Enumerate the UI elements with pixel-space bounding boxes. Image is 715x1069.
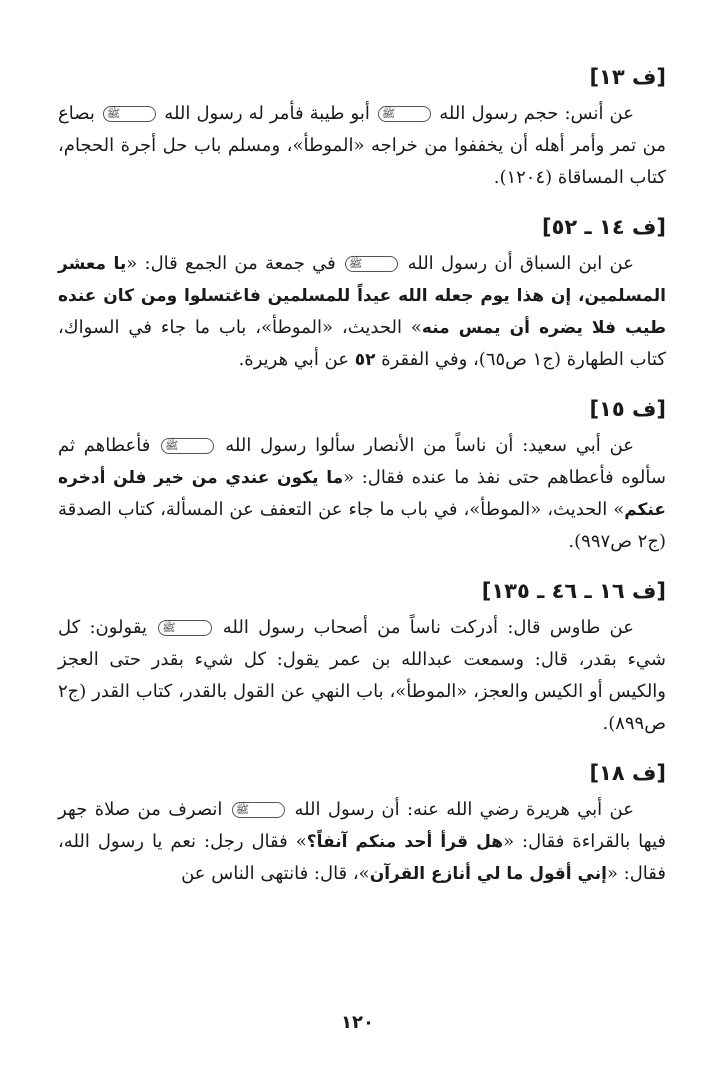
hadith-quote: يا معشر المسلمين، إن هذا يوم جعله الله عيداً للمسلمين فاغتسلوا ومن كان عنده طيب فلا يضره أن يمس منه [58, 254, 666, 338]
hadith-quote: إني أقول ما لي أنازع القرآن [369, 864, 607, 884]
text-run: عن طاوس قال: أدركت ناساً من أصحاب رسول الله [213, 617, 634, 638]
section-heading: [ف ١٨] [589, 761, 666, 785]
text-run: » الحديث، «الموطأ»، في باب ما جاء عن التعفف عن المسألة، كتاب الصدقة (ج٢ ص٩٩٧). [58, 499, 666, 552]
section-paragraph [58, 248, 666, 376]
text-run: »، قال: فانتهى الناس عن [181, 863, 370, 884]
text-run: عن أبي سعيد: أن ناساً من الأنصار سألوا رسول الله [216, 435, 635, 456]
text-run: عن أبي هريرة. [238, 349, 355, 370]
hadith-quote: هل قرأ أحد منكم آنفاً؟ [306, 832, 504, 852]
text-run: فأعطاهم ثم سألوه فأعطاهم حتى نفذ ما عنده فقال: « [58, 435, 666, 488]
pbuh-glyph-icon: ﷺ [378, 106, 431, 122]
section-heading: [ف ١٥] [589, 397, 666, 421]
pbuh-glyph-icon: ﷺ [232, 802, 285, 818]
pbuh-glyph-icon: ﷺ [158, 620, 211, 636]
section [58, 58, 666, 194]
hadith-quote: ما يكون عندي من خير فلن أدخره عنكم [58, 468, 666, 520]
section [58, 390, 666, 558]
text-run: يقولون: كل شيء بقدر، قال: وسمعت عبدالله بن عمر يقول: كل شيء بقدر حتى العجز والكيس أو الكيس والعجز، «الموطأ»، باب النهي عن القول بالقدر، كتاب القدر (ج٢ ص٨٩٩). [58, 617, 666, 734]
section-paragraph [58, 430, 666, 558]
text-run: في جمعة من الجمع قال: « [126, 253, 344, 274]
section [58, 754, 666, 890]
section [58, 208, 666, 376]
section-heading: [ف ١٤ ـ ٥٢] [541, 215, 666, 239]
text-run: » الحديث، «الموطأ»، باب ما جاء في السواك، كتاب الطهارة (ج١ ص٦٥)، وفي الفقرة [58, 317, 666, 370]
text-run: أبو طيبة فأمر له رسول الله [158, 103, 376, 124]
text-run: عن ابن السباق أن رسول الله [400, 253, 634, 274]
page-body [58, 58, 666, 904]
text-run: عن أنس: حجم رسول الله [433, 103, 634, 124]
text-run: بصاع من تمر وأمر أهله أن يخففوا من خراجه «الموطأ»، ومسلم باب حل أجرة الحجام، كتاب المساقاة (١٢٠٤). [58, 103, 666, 188]
section-paragraph [58, 794, 666, 890]
pbuh-glyph-icon: ﷺ [103, 106, 156, 122]
section-heading: [ف ١٦ ـ ٤٦ ـ ١٣٥] [481, 579, 666, 603]
pbuh-glyph-icon: ﷺ [345, 256, 398, 272]
section-paragraph [58, 98, 666, 194]
page-number: ١٢٠ [341, 1012, 374, 1033]
hadith-quote: ٥٢ [354, 350, 376, 370]
text-run: » فقال رجل: نعم يا رسول الله، فقال: « [58, 831, 666, 884]
text-run: انصرف من صلاة جهر فيها بالقراءة فقال: « [58, 799, 666, 852]
text-run: عن أبي هريرة رضي الله عنه: أن رسول الله [287, 799, 634, 820]
pbuh-glyph-icon: ﷺ [161, 438, 214, 454]
section-heading: [ف ١٣] [589, 65, 666, 89]
section-paragraph [58, 612, 666, 740]
section [58, 572, 666, 740]
